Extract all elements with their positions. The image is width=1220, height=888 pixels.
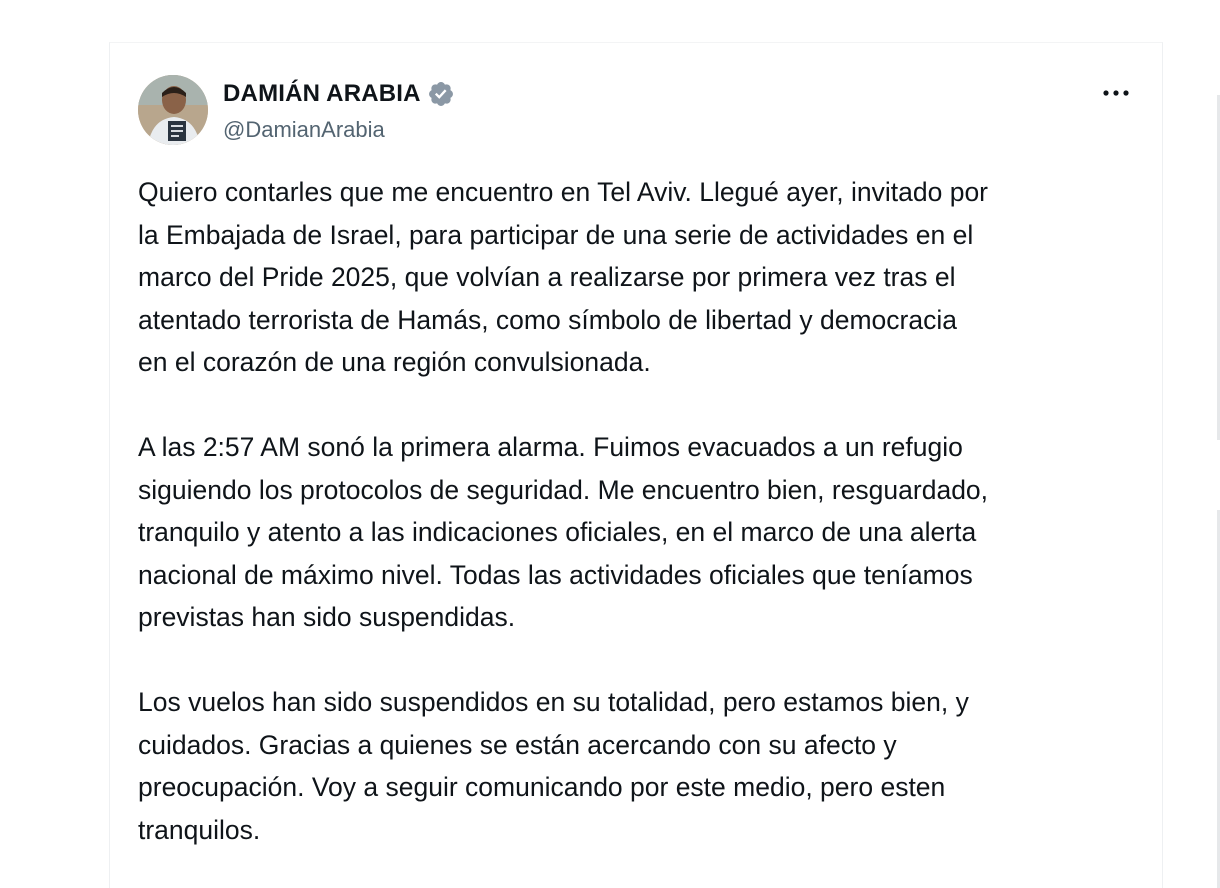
tweet-card bbox=[109, 42, 1163, 888]
tweet-paragraph-2: A las 2:57 AM sonó la primera alarma. Fuimos evacuados a un refugio siguiendo los protocolos de seguridad. Me encuentro bien, resguardado, tranquilo y atento a las indicaciones oficiales, en el marco de una alerta nacional de máximo nivel. Todas las actividades oficiales que teníamos previstas han sido suspendidas. bbox=[138, 432, 989, 632]
more-options-button[interactable] bbox=[1100, 79, 1132, 107]
tweet-paragraph-3: Los vuelos han sido suspendidos en su totalidad, pero estamos bien, y cuidados. Gracias a quienes se están acercando con su afecto y preocupación. Voy a seguir comunicando por este medio, pero esten tranquilos. bbox=[138, 687, 969, 845]
verified-badge-icon bbox=[427, 80, 455, 108]
tweet-paragraph-1: Quiero contarles que me encuentro en Tel Aviv. Llegué ayer, invitado por la Embajada de Israel, para participar de una serie de actividades en el marco del Pride 2025, que volvían a realizarse por primera vez tras el atentado terrorista de Hamás, como símbolo de libertad y democracia en el corazón de una región convulsionada. bbox=[138, 177, 989, 377]
author-display-name[interactable]: DAMIÁN ARABIA bbox=[223, 80, 421, 107]
tweet-text bbox=[138, 171, 1138, 888]
author-name-row bbox=[223, 79, 455, 109]
more-dots-icon bbox=[1103, 89, 1129, 97]
author-handle[interactable]: @DamianArabia bbox=[223, 117, 385, 142]
user-photo-avatar[interactable] bbox=[138, 75, 208, 145]
